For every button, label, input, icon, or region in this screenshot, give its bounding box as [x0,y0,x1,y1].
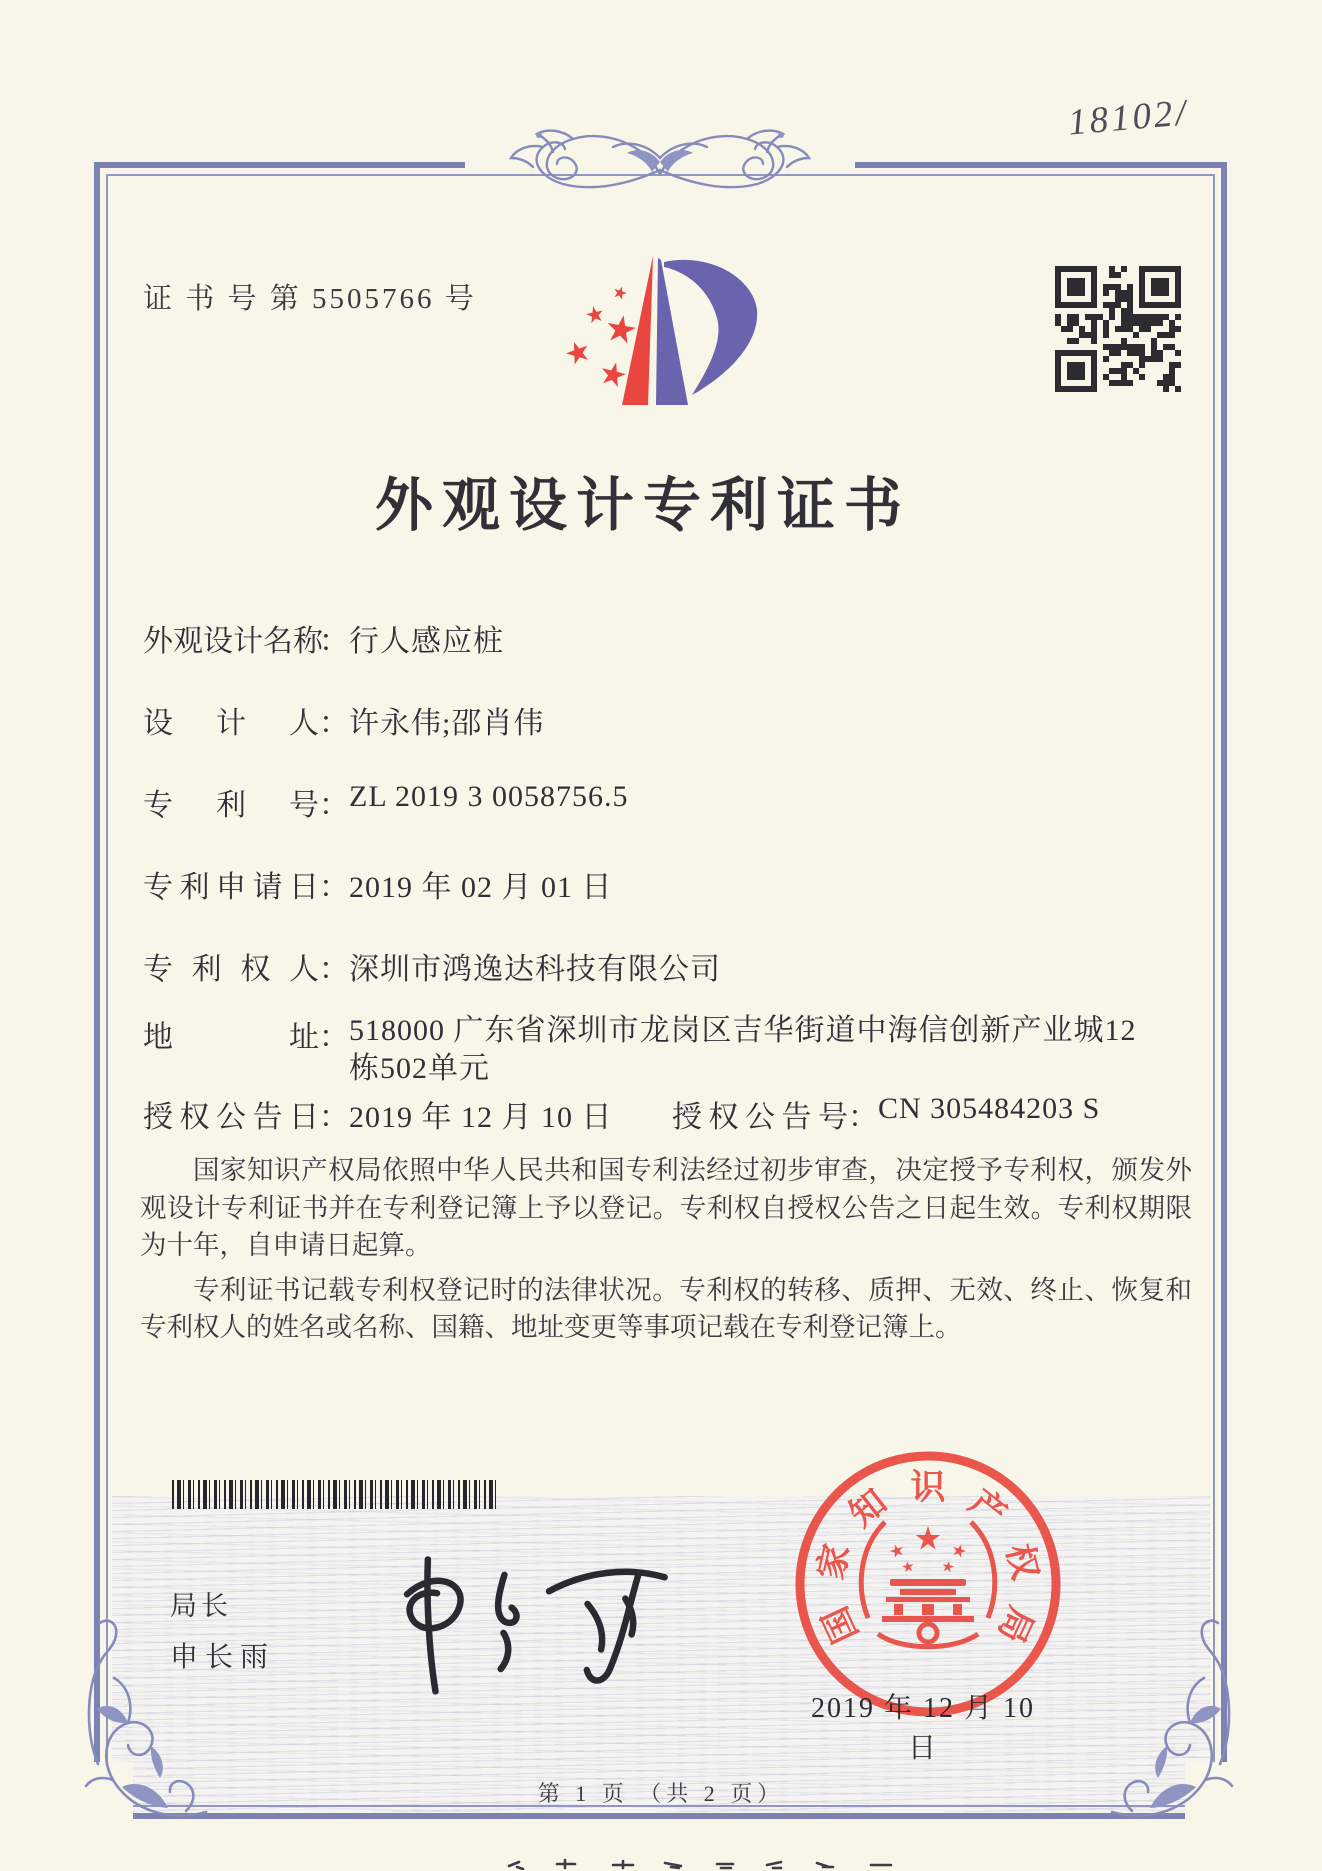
seal-char: 局 [990,1600,1041,1649]
field-colon: ： [848,1101,878,1134]
field-address [143,1012,1161,1085]
field-label: 专利号 [143,789,319,822]
field-value: 2019 年 12 月 10 日 [349,1101,613,1134]
seal-char: 国 [815,1600,866,1649]
field-label: 设计人 [143,707,319,740]
field-label: 专利申请日 [143,871,319,904]
field-patentee [143,944,721,984]
legal-body-text [140,1152,1192,1347]
field-value: 深圳市鸿逸达科技有限公司 [349,953,721,986]
qr-code [1055,266,1181,392]
field-patent-number [143,780,629,820]
field-design-name [143,616,504,656]
seal-char: 产 [961,1482,1014,1535]
field-colon: ： [319,1101,349,1134]
handwritten-archive-number: 18102/ [1066,92,1191,144]
barcode [172,1480,498,1509]
director-signature-script [375,1533,682,1705]
field-filing-date [143,862,613,902]
field-grant-date [143,1092,1101,1134]
field-colon: ： [319,707,349,740]
legal-paragraph-2: 专利证书记载专利权登记时的法律状况。专利权的转移、质押、无效、终止、恢复和专利权人的姓名或名称、国籍、地址变更等事项记载在专利登记簿上。 [140,1274,1192,1342]
field-label: 地址 [143,1021,319,1054]
field-value: CN 305484203 S [878,1092,1101,1125]
field-label: 授权公告日 [143,1101,319,1134]
seal-date: 2019 年 12 月 10 日 [810,1693,1035,1764]
seal-char: 家 [811,1540,858,1584]
field-colon: ： [319,1021,349,1054]
field-grant-number [672,1092,1100,1136]
top-scroll-ornament [455,114,865,210]
director-name: 申长雨 [170,1642,276,1673]
seal-char: 知 [842,1482,895,1535]
field-value: 518000 广东省深圳市龙岗区吉华街道中海信创新产业城12栋502单元 [349,1014,1137,1085]
field-value: ZL 2019 3 0058756.5 [349,780,629,813]
field-label: 授权公告号 [672,1101,848,1134]
footer-page-number: 第 1 页 （共 2 页） [537,1781,785,1806]
field-colon: ： [319,871,349,904]
clipped-text-fragment [505,1856,915,1870]
certificate-title: 外观设计专利证书 [374,473,911,538]
bottom-right-corner-flourish [1092,1612,1240,1829]
seal-char: 权 [998,1540,1045,1584]
field-label: 专利权人 [143,953,319,986]
field-value: 行人感应桩 [349,625,504,658]
field-value: 许永伟;邵肖伟 [349,707,545,740]
legal-paragraph-1: 国家知识产权局依照中华人民共和国专利法经过初步审查，决定授予专利权，颁发外观设计专利证书并在专利登记簿上予以登记。专利权自授权公告之日起生效。专利权期限为十年，自申请日起算。 [140,1155,1192,1260]
field-colon: ： [319,953,349,986]
certificate-number: 证 书 号 第 5505766 号 [143,283,477,315]
field-colon: ： [319,789,349,822]
national-emblem [861,1522,995,1647]
director-title: 局长 [170,1591,232,1621]
field-designer [143,698,544,738]
seal-char: 识 [910,1468,946,1507]
cnipa-logo [560,248,765,410]
field-label: 外观设计名称 [143,625,323,658]
field-colon: ： [319,625,349,658]
field-value: 2019 年 02 月 01 日 [349,871,613,904]
